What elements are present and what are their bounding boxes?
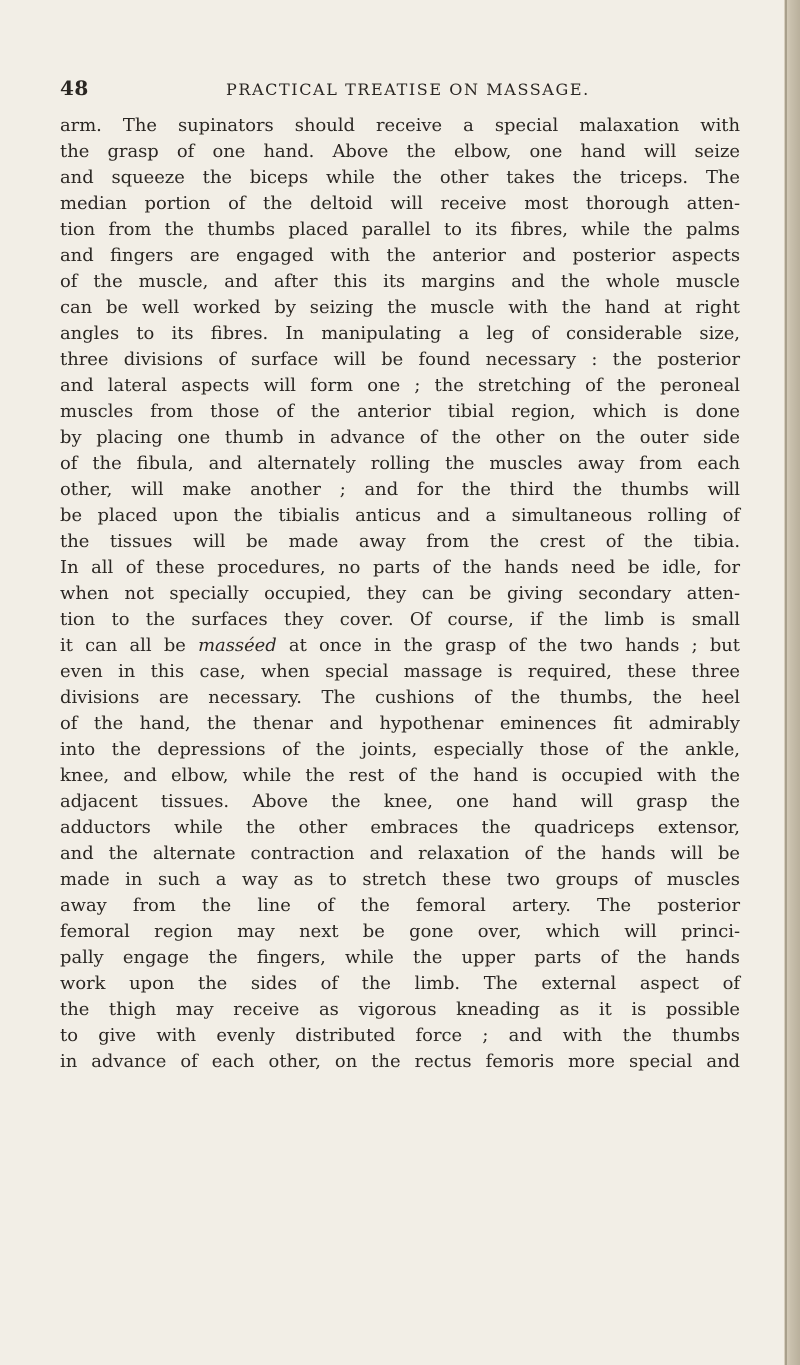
text-line: into the depressions of the joints, especially those of the ankle, xyxy=(60,739,740,760)
page-header xyxy=(60,76,720,104)
text-line: the tissues will be made away from the crest of the tibia. xyxy=(60,531,740,552)
text-line: even in this case, when special massage is required, these three xyxy=(60,661,740,682)
running-head: PRACTICAL TREATISE ON MASSAGE. xyxy=(226,80,590,99)
text-line: tion to the surfaces they cover. Of course, if the limb is small xyxy=(60,609,740,630)
page-edge-shadow xyxy=(785,0,787,1365)
body-text xyxy=(60,113,740,1075)
text-line: to give with evenly distributed force ; and with the thumbs xyxy=(60,1025,740,1046)
text-line: work upon the sides of the limb. The external aspect of xyxy=(60,973,740,994)
text-segment: it can all be xyxy=(60,635,186,656)
text-line-with-italic xyxy=(60,633,740,659)
text-line: the grasp of one hand. Above the elbow, one hand will seize xyxy=(60,141,740,162)
text-line: three divisions of surface will be found necessary : the posterior xyxy=(60,349,740,370)
page-number: 48 xyxy=(60,76,89,100)
text-segment: at once in the grasp of the two hands ; but xyxy=(288,635,740,656)
italic-word: masséed xyxy=(198,635,277,656)
text-line: when not specially occupied, they can be giving secondary atten- xyxy=(60,583,740,604)
text-line: and lateral aspects will form one ; the stretching of the peroneal xyxy=(60,375,740,396)
text-line: away from the line of the femoral artery. The posterior xyxy=(60,895,740,916)
text-line: In all of these procedures, no parts of the hands need be idle, for xyxy=(60,557,740,578)
text-line: adjacent tissues. Above the knee, one hand will grasp the xyxy=(60,791,740,812)
text-line: divisions are necessary. The cushions of the thumbs, the heel xyxy=(60,687,740,708)
text-line: of the hand, the thenar and hypothenar eminences fit admirably xyxy=(60,713,740,734)
text-line: femoral region may next be gone over, which will princi- xyxy=(60,921,740,942)
text-line: knee, and elbow, while the rest of the hand is occupied with the xyxy=(60,765,740,786)
text-line: of the muscle, and after this its margins and the whole muscle xyxy=(60,271,740,292)
text-line: adductors while the other embraces the quadriceps extensor, xyxy=(60,817,740,838)
text-line: and squeeze the biceps while the other takes the triceps. The xyxy=(60,167,740,188)
text-line: and fingers are engaged with the anterior and posterior aspects xyxy=(60,245,740,266)
text-line: muscles from those of the anterior tibial region, which is done xyxy=(60,401,740,422)
text-line: can be well worked by seizing the muscle with the hand at right xyxy=(60,297,740,318)
text-line: of the fibula, and alternately rolling the muscles away from each xyxy=(60,453,740,474)
text-line: in advance of each other, on the rectus femoris more special and xyxy=(60,1051,740,1072)
text-line: tion from the thumbs placed parallel to its fibres, while the palms xyxy=(60,219,740,240)
text-line: angles to its fibres. In manipulating a leg of considerable size, xyxy=(60,323,740,344)
text-line: other, will make another ; and for the third the thumbs will xyxy=(60,479,740,500)
text-line: be placed upon the tibialis anticus and a simultaneous rolling of xyxy=(60,505,740,526)
text-line: made in such a way as to stretch these two groups of muscles xyxy=(60,869,740,890)
text-line: the thigh may receive as vigorous kneading as it is possible xyxy=(60,999,740,1020)
text-line: and the alternate contraction and relaxation of the hands will be xyxy=(60,843,740,864)
text-line: median portion of the deltoid will receive most thorough atten- xyxy=(60,193,740,214)
text-line: arm. The supinators should receive a special malaxation with xyxy=(60,115,740,136)
text-line: by placing one thumb in advance of the other on the outer side xyxy=(60,427,740,448)
text-line: pally engage the fingers, while the upper parts of the hands xyxy=(60,947,740,968)
